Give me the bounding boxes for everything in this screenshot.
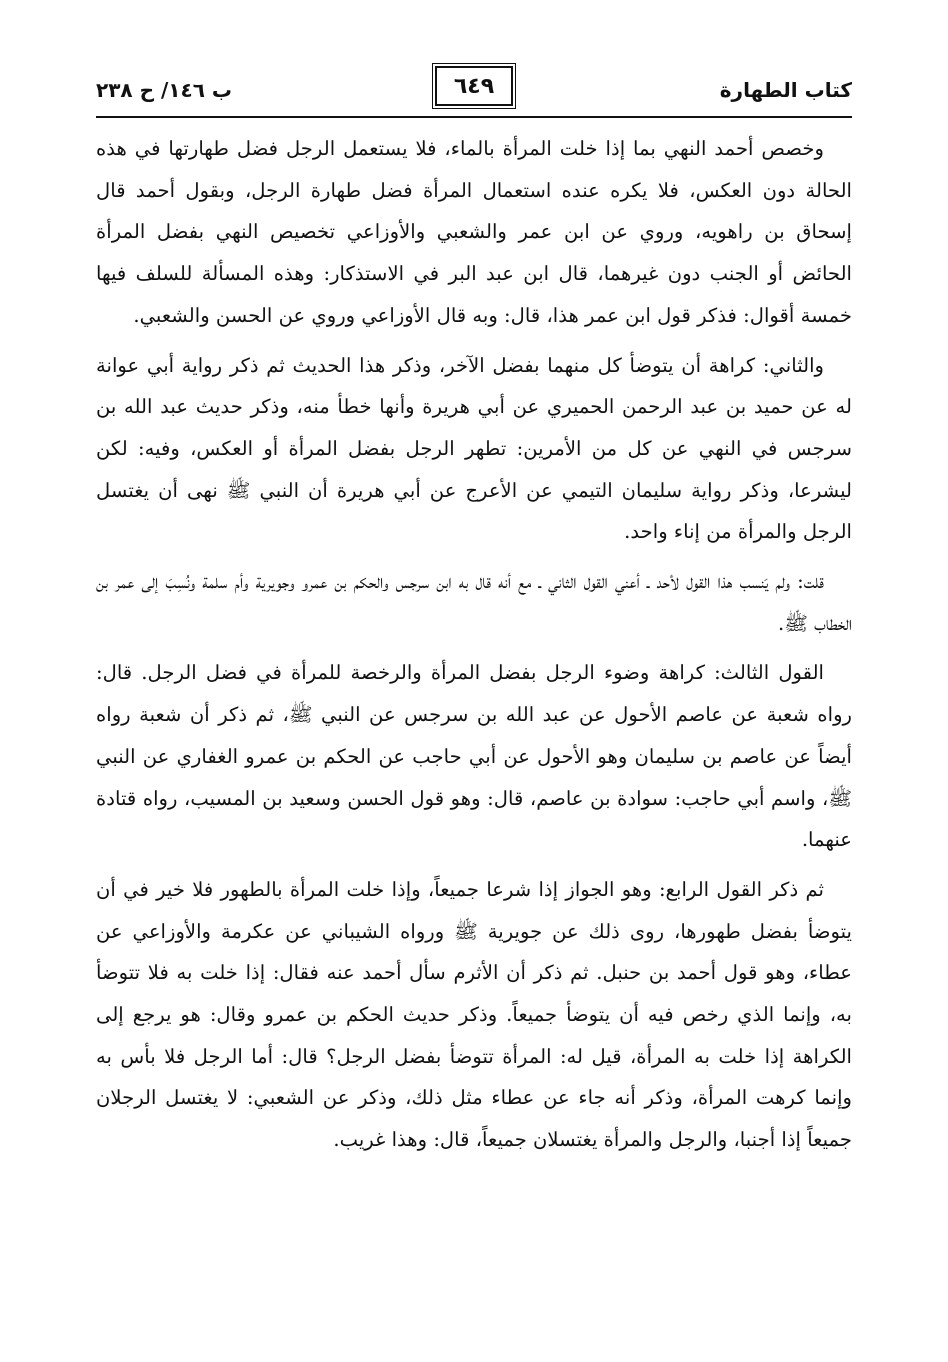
page-number: ٦٤٩ <box>435 66 513 106</box>
hadith-reference: ب ١٤٦/ ح ٢٣٨ <box>96 78 232 102</box>
paragraph-3: قلت: ولم يَنسب هذا القول لأحد ـ أعني القول الثاني ـ مع أنه قال به ابن سرجس والحكم بن عمرو وجويرية وأم سلمة ونُسِبَ إلى عمر بن الخطاب ﷺ. <box>96 570 852 635</box>
paragraph-2: والثاني: كراهة أن يتوضأ كل منهما بفضل الآخر، وذكر هذا الحديث ثم ذكر رواية أبي عوانة له عن حميد بن عبد الرحمن الحميري عن أبي هريرة وأنها خطأ منه، وذكر حديث عبد الله بن سرجس في النهي عن كل من الأمرين: تطهر الرجل بفضل المرأة أو العكس، وفيه: لكن ليشرعا، وذكر رواية سليمان التيمي عن الأعرج عن أبي هريرة أن النبي ﷺ نهى أن يغتسل الرجل والمرأة من إناء واحد. <box>96 353 852 544</box>
header-divider <box>96 116 852 118</box>
book-title: كتاب الطهارة <box>719 78 852 102</box>
paragraph-1: وخصص أحمد النهي بما إذا خلت المرأة بالماء، فلا يستعمل الرجل فضل طهارتها في هذه الحالة دون العكس، فلا يكره عنده استعمال المرأة فضل طهارة الرجل، وبقول أحمد قال إسحاق بن راهويه، وروي عن ابن عمر والشعبي والأوزاعي تخصيص النهي بفضل المرأة الحائض أو الجنب دون غيرهما، قال ابن عبد البر في الاستذكار: وهذه المسألة للسلف فيها خمسة أقوال: فذكر قول ابن عمر هذا، قال: وبه قال الأوزاعي وروي عن الحسن والشعبي. <box>96 137 852 327</box>
paragraph-4: القول الثالث: كراهة وضوء الرجل بفضل المرأة والرخصة للمرأة في فضل الرجل. قال: رواه شعبة عن عاصم الأحول عن عبد الله بن سرجس عن النبي ﷺ، ثم ذكر أن شعبة رواه أيضاً عن عاصم بن سليمان وهو الأحول عن أبي حاجب عن الحكم بن عمرو الغفاري عن النبي ﷺ، واسم أبي حاجب: سوادة بن عاصم، قال: وهو قول الحسن وسعيد بن المسيب، رواه قتادة عنهما. <box>96 661 852 852</box>
page-body <box>96 128 852 1169</box>
page-header <box>96 66 852 116</box>
paragraph-5: ثم ذكر القول الرابع: وهو الجواز إذا شرعا جميعاً، وإذا خلت المرأة بالطهور فلا خير في أن يتوضأ بفضل طهورها، روى ذلك عن جويرية ﷺ ورواه الشيباني عن عكرمة والأوزاعي عن عطاء، وهو قول أحمد بن حنبل. ثم ذكر أن الأثرم سأل أحمد عنه فقال: إذا خلت به فلا تتوضأ به، وإنما الذي رخص فيه أن يتوضأ جميعاً. وذكر حديث الحكم بن عمرو وقال: هو يرجع إلى الكراهة إذا خلت به المرأة، قيل له: المرأة تتوضأ بفضل الرجل؟ قال: أما الرجل فلا بأس به وإنما كرهت المرأة، وذكر أنه جاء عن عطاء مثل ذلك، وذكر عن الشعبي: لا يغتسل الرجلان جميعاً إذا أجنبا، والرجل والمرأة يغتسلان جميعاً، قال: وهذا غريب. <box>96 877 852 1152</box>
